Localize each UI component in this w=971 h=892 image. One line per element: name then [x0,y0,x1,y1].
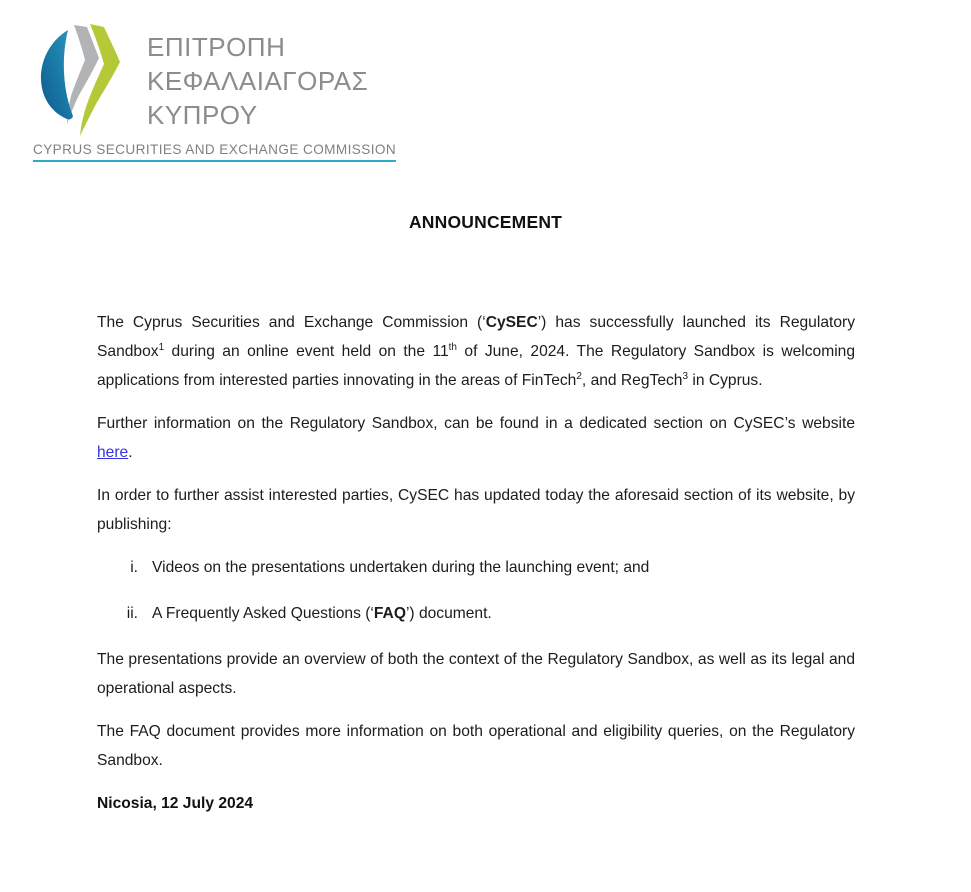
logo-greek-line2: ΚΕΦΑΛΑΙΑΓΟΡΑΣ [147,66,369,96]
text-run: ’) document. [405,605,492,622]
list-item-videos [97,553,855,582]
text-run: of June, 2024. The Regulatory Sandbox is welcoming applications from interested parties innovating in the areas of FinTech [97,343,856,389]
text-run: The Cyprus Securities and Exchange Commission (‘ [97,314,486,331]
list-item-text [152,599,855,628]
paragraph-presentations [97,645,855,703]
list-item-faq [97,599,855,628]
paragraph-faq-document [97,717,855,775]
ordinal-th: th [448,341,457,353]
text-run: The FAQ document provides more information on both operational and eligibility queries, on the Regulatory Sandbox. [97,723,855,769]
text-run: A Frequently Asked Questions (‘ [152,605,374,622]
text-run: , and RegTech [581,372,683,389]
footnote-ref-1: 1 [158,341,165,353]
paragraph-assist [97,481,855,539]
gray-chevron-icon [67,25,99,124]
bold-cysec: CySEC [485,314,538,331]
list-item-text: Videos on the presentations undertaken during the launching event; and [152,559,650,576]
logo-greek-name [147,30,368,132]
page-title: ANNOUNCEMENT [408,212,563,232]
footnote-ref-2: 2 [576,370,582,382]
document-body [97,308,855,832]
bold-faq: FAQ [373,605,406,622]
paragraph-launch [97,308,855,395]
logo-greek-line3: ΚΥΠΡΟΥ [147,100,258,130]
list-number-i: i. [130,559,138,576]
text-run: In order to further assist interested parties, CySEC has updated today the aforesaid section of its website, by publishing: [97,487,855,533]
text-run: in Cyprus. [688,372,763,389]
website-here-link[interactable]: here [97,444,129,461]
logo-greek-line1: ΕΠΙΤΡΟΠΗ [147,32,286,62]
text-run: . [128,444,133,461]
paragraph-further-info [97,409,855,467]
list-number-ii: ii. [126,605,138,622]
text-run: Further information on the Regulatory Sandbox, can be found in a dedicated section on CySEC’s website [97,415,855,432]
blue-sail-icon [41,30,73,119]
date-line: Nicosia, 12 July 2024 [97,795,254,812]
text-run: ’) has successfully launched its Regulatory Sandbox [97,314,855,360]
text-run: during an online event held on the 11 [164,343,449,360]
cysec-logo [33,18,397,162]
text-run: The presentations provide an overview of both the context of the Regulatory Sandbox, as well as its legal and operational aspects. [97,651,855,697]
cysec-logo-mark-icon [33,18,139,140]
logo-english-caption: CYPRUS SECURITIES AND EXCHANGE COMMISSION [33,142,396,162]
footnote-ref-3: 3 [682,370,689,382]
